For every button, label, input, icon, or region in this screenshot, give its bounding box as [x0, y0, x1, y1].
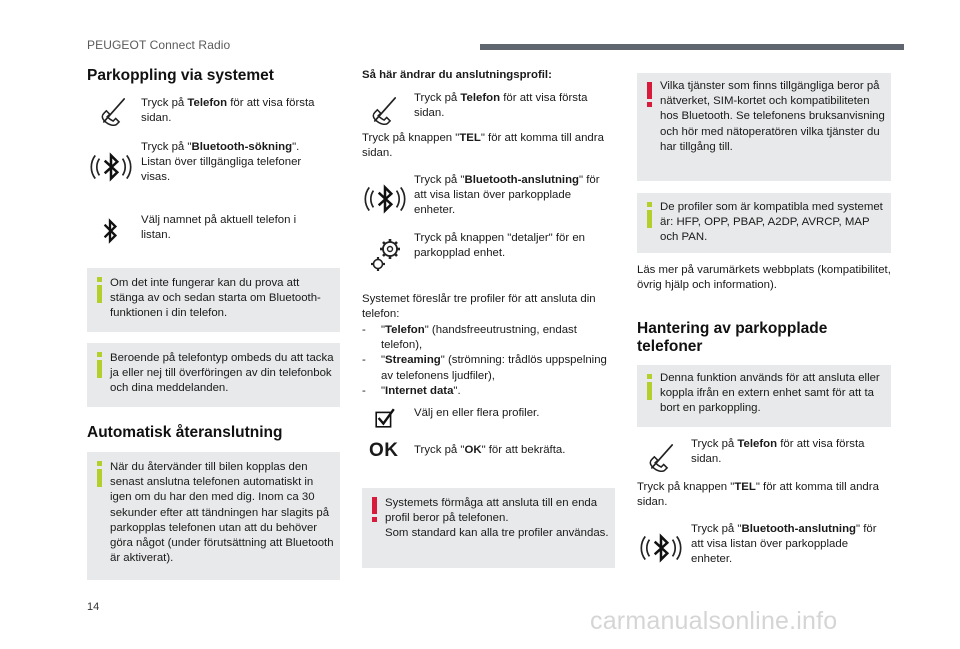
phone-handset-icon: [97, 93, 131, 127]
step-phone: [637, 436, 897, 476]
warning-icon: [369, 497, 381, 523]
heading-auto-reconnect: Automatisk återanslutning: [87, 424, 283, 441]
step-bt-connection: [362, 172, 622, 222]
profile-heading: Så här ändrar du anslutningsprofil:: [362, 69, 552, 81]
step-bt-connection: [637, 521, 897, 571]
info-note: [87, 268, 340, 332]
step-text: Tryck på Telefon för att visa första sidan.: [414, 92, 588, 120]
paragraph: Tryck på knappen "TEL" för att komma till andra sidan.: [637, 481, 879, 509]
step-details: [362, 229, 622, 277]
step-phone: [87, 92, 347, 132]
bluetooth-search-icon: [640, 527, 682, 569]
running-header: PEUGEOT Connect Radio: [87, 38, 231, 52]
paragraph: Systemet föreslår tre profiler för att ansluta din telefon:: [362, 293, 596, 321]
step-text: Tryck på "Bluetooth-sökning". Listan över tillgängliga telefoner visas.: [141, 141, 302, 184]
info-note: [637, 193, 891, 253]
header-bar: [480, 44, 904, 50]
ok-icon: OK: [369, 440, 399, 461]
paragraph: Tryck på knappen "TEL" för att komma till andra sidan.: [362, 132, 604, 160]
list-item: - "Streaming" (strömning: trådlös uppspelning av telefonens ljudfiler),: [362, 354, 607, 382]
profile-list: [362, 323, 618, 399]
info-icon: [94, 352, 106, 378]
bluetooth-search-icon: [364, 178, 406, 220]
info-icon: [94, 277, 106, 303]
note-text: Vilka tjänster som finns tillgängliga beror på nätverket, SIM-kortet och kompatibiliteten hos Bluetooth. Se telefonens bruksanvisning och hör med nätoperatören vilka tjänster du har tillgång till.: [660, 80, 885, 153]
warning-icon: [644, 82, 656, 108]
step-text: Tryck på Telefon för att visa första sidan.: [691, 438, 865, 466]
info-icon: [644, 202, 656, 228]
page-number: 14: [87, 601, 100, 613]
step-ok: [362, 440, 622, 470]
bluetooth-icon: [92, 213, 128, 249]
info-note: [87, 452, 340, 580]
note-text: De profiler som är kompatibla med systemet är: HFP, OPP, PBAP, A2DP, AVRCP, MAP och PAN.: [660, 201, 883, 244]
gears-icon: [366, 235, 406, 275]
info-icon: [644, 374, 656, 400]
paragraph: Läs mer på varumärkets webbplats (kompatibilitet, övrig hjälp och information).: [637, 264, 891, 292]
bluetooth-search-icon: [90, 146, 132, 188]
note-text: Om det inte fungerar kan du prova att stänga av och sedan starta om Bluetooth-funktionen i din telefon.: [110, 277, 321, 320]
step-text: Välj en eller flera profiler.: [414, 407, 540, 419]
list-item: - "Telefon" (handsfreeutrustning, endast telefon),: [362, 324, 577, 352]
heading-pairing: Parkoppling via systemet: [87, 67, 274, 84]
step-text: Tryck på knappen "detaljer" för en parkopplad enhet.: [414, 232, 586, 260]
info-icon: [94, 461, 106, 487]
note-text: När du återvänder till bilen kopplas den senast anslutna telefonen automatiskt in igen om du har den med dig. Inom ca 30 sekunder efter att tändningen har slagits på parkopplas telefonen utan att du behöver göra något (under förutsättning att Bluetooth är aktiverat).: [110, 461, 334, 565]
info-note: [637, 365, 891, 427]
step-text: Tryck på "Bluetooth-anslutning" för att visa listan över parkopplade enheter.: [691, 523, 877, 566]
list-item: - "Internet data".: [362, 384, 461, 397]
step-text: Tryck på Telefon för att visa första sidan.: [141, 97, 315, 125]
phone-handset-icon: [368, 92, 402, 126]
step-text: Tryck på "Bluetooth-anslutning" för att visa listan över parkopplade enheter.: [414, 174, 600, 217]
note-text: Denna funktion används för att ansluta eller koppla ifrån en extern enhet samt för att ta bort en parkoppling.: [660, 372, 880, 415]
watermark: carmanualsonline.info: [590, 607, 838, 635]
info-note: [87, 343, 340, 407]
step-text: Välj namnet på aktuell telefon i listan.: [141, 214, 297, 242]
warning-note: [637, 73, 891, 181]
step-text: Tryck på "OK" för att bekräfta.: [414, 444, 566, 456]
step-bt-select: [87, 210, 347, 254]
phone-handset-icon: [645, 439, 679, 473]
step-bt-search: [87, 140, 347, 190]
note-text: Beroende på telefontyp ombeds du att tacka ja eller nej till överföringen av din telefonbok och dina meddelanden.: [110, 352, 334, 395]
heading-manage-paired: Hantering av parkopplade telefoner: [637, 320, 828, 355]
warning-note: [362, 488, 615, 568]
checkbox-icon: [369, 402, 401, 434]
note-text: Systemets förmåga att ansluta till en enda profil beror på telefonen. Som standard kan alla tre profiler användas.: [385, 497, 609, 540]
step-select-profiles: [362, 404, 622, 434]
step-phone: [362, 90, 622, 130]
